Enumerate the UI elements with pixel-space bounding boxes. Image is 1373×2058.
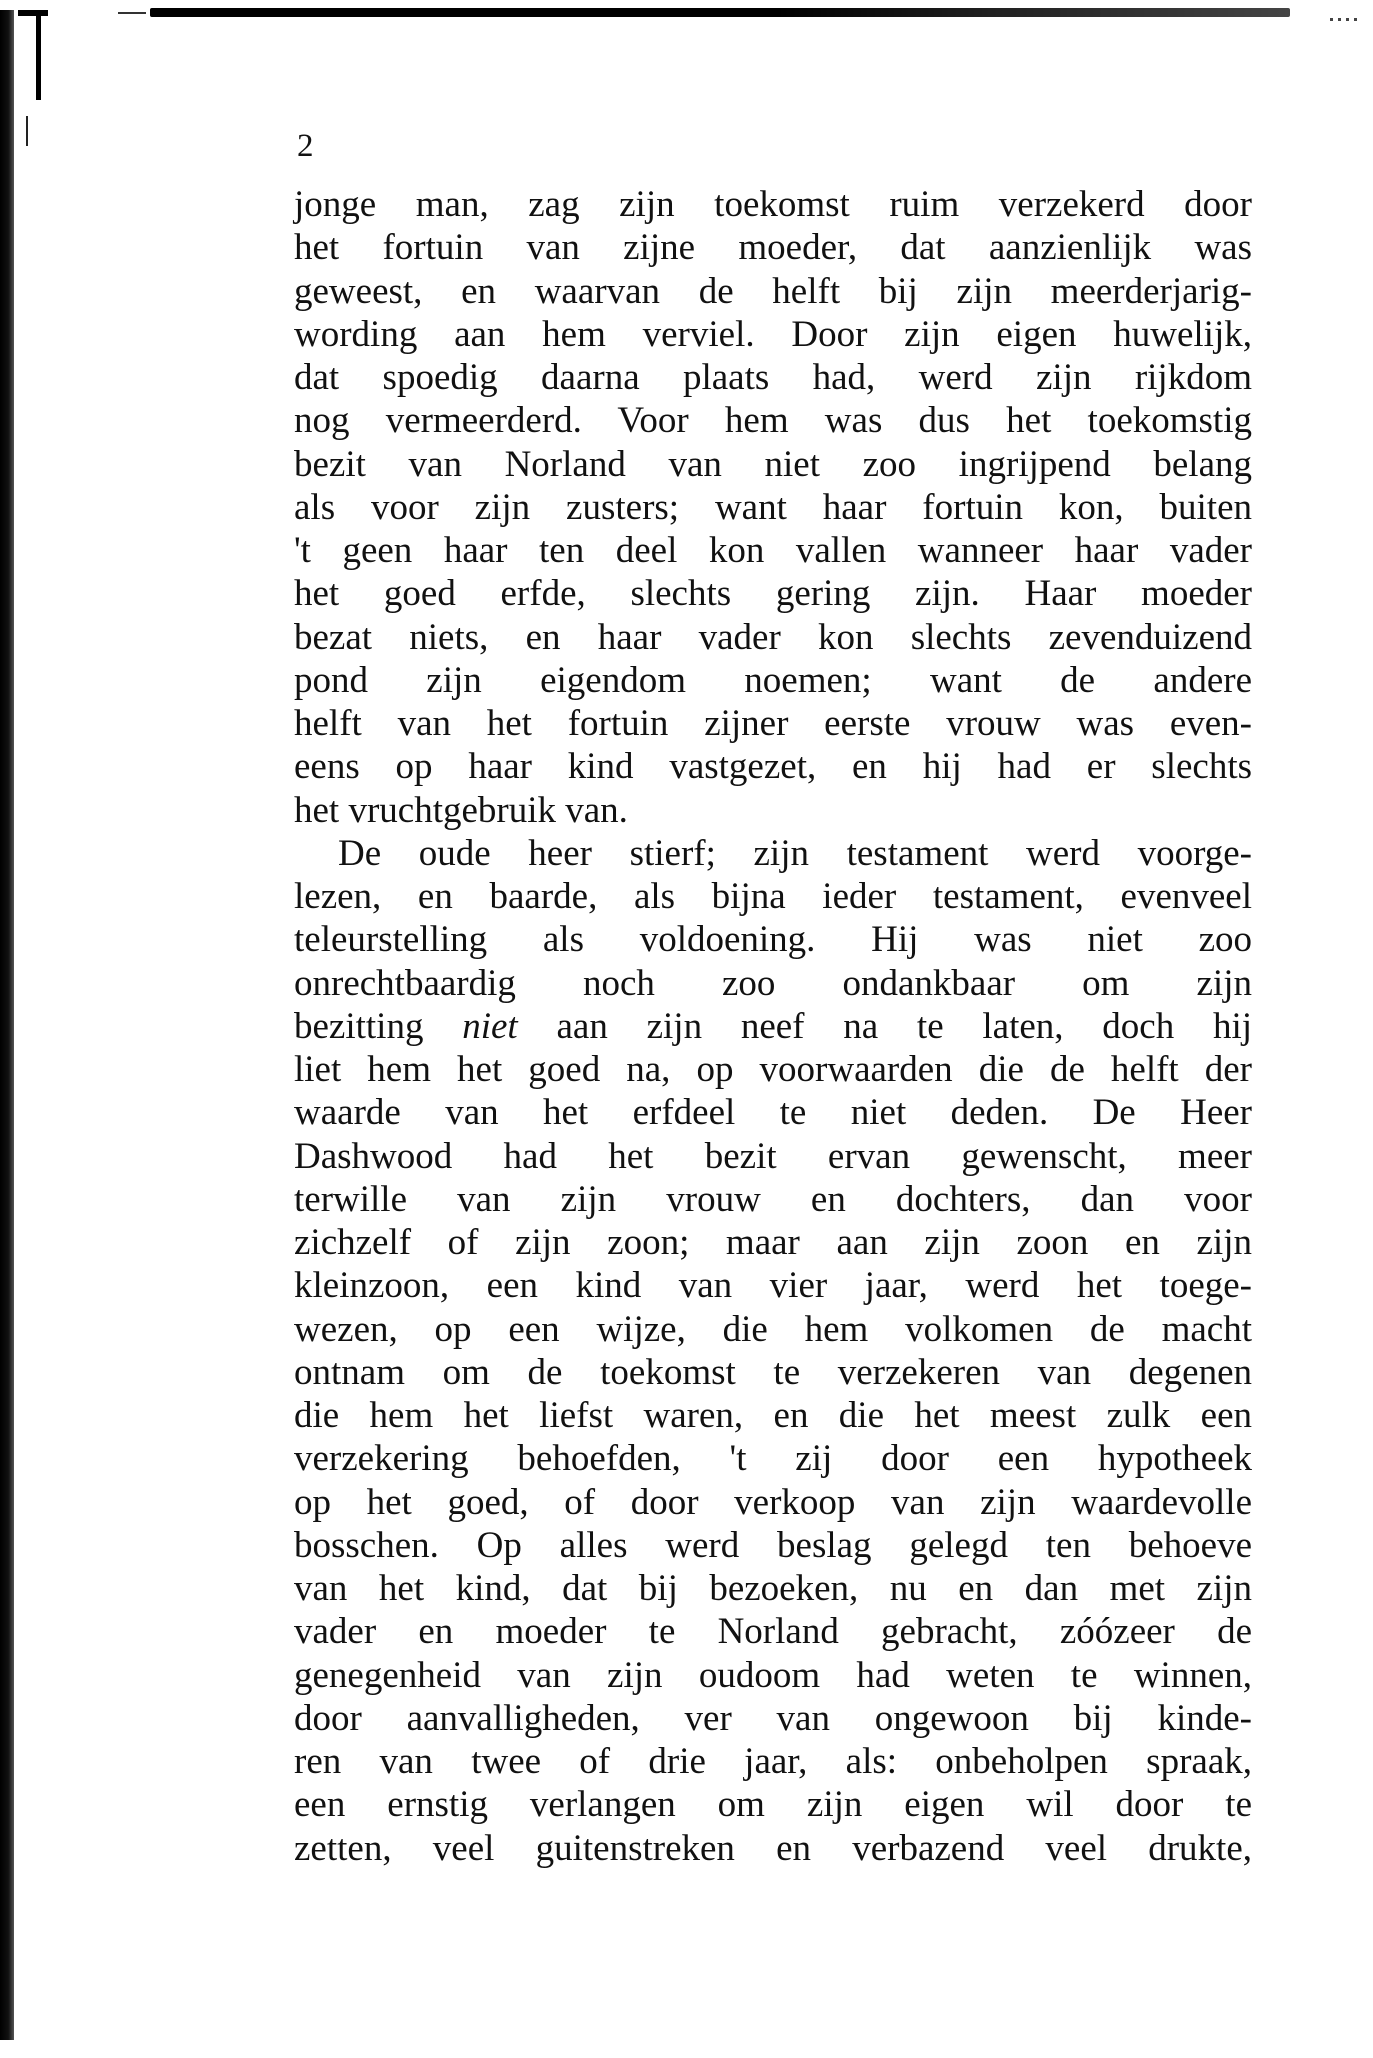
text-line: ontnam om de toekomst te verzekeren van degenen: [294, 1351, 1252, 1393]
text-line: helft van het fortuin zijner eerste vrouw was even-: [294, 703, 1252, 744]
scan-corner-mark-stem: [36, 10, 41, 100]
text-line: bosschen. Op alles werd beslag gelegd ten behoeve: [294, 1524, 1252, 1566]
text-line: zetten, veel guitenstreken en verbazend veel drukte,: [294, 1827, 1252, 1869]
text-segment: bezitting: [294, 1005, 424, 1047]
scan-dot-marks: [1330, 18, 1360, 21]
text-line: die hem het liefst waren, en die het meest zulk een: [294, 1395, 1252, 1436]
text-line: wording aan hem verviel. Door zijn eigen huwelijk,: [294, 313, 1252, 355]
scan-left-bar: [0, 10, 14, 2040]
page-number: 2: [297, 128, 314, 164]
text-line: verzekering behoefden, 't zij door een hypotheek: [294, 1438, 1252, 1480]
text-line-paragraph-end: het vruchtgebruik van.: [294, 789, 628, 831]
text-line: geweest, en waarvan de helft bij zijn meerderjarig-: [294, 270, 1252, 312]
body-text: [294, 183, 1252, 1870]
text-line: terwille van zijn vrouw en dochters, dan voor: [294, 1178, 1252, 1220]
text-line: kleinzoon, een kind van vier jaar, werd het toege-: [294, 1265, 1252, 1307]
scan-dash-mark: [118, 12, 146, 14]
text-line: het goed erfde, slechts gering zijn. Haar moeder: [294, 573, 1252, 615]
text-line: lezen, en baarde, als bijna ieder testament, evenveel: [294, 876, 1252, 917]
text-line: Dashwood had het bezit ervan gewenscht, meer: [294, 1135, 1252, 1177]
text-line: teleurstelling als voldoening. Hij was niet zoo: [294, 919, 1252, 961]
text-line: dat spoedig daarna plaats had, werd zijn rijkdom: [294, 357, 1252, 398]
text-line: ren van twee of drie jaar, als: onbeholpen spraak,: [294, 1741, 1252, 1782]
emphasis-text: niet: [462, 1005, 518, 1047]
text-line: onrechtbaardig noch zoo ondankbaar om zijn: [294, 962, 1252, 1004]
text-line: als voor zijn zusters; want haar fortuin kon, buiten: [294, 486, 1252, 528]
text-line: jonge man, zag zijn toekomst ruim verzekerd door: [294, 184, 1252, 225]
text-line: pond zijn eigendom noemen; want de andere: [294, 659, 1252, 701]
scan-top-rule: [150, 8, 1290, 17]
text-line-with-emphasis: [294, 1005, 1252, 1048]
text-line: genegenheid van zijn oudoom had weten te winnen,: [294, 1654, 1252, 1696]
text-line: vader en moeder te Norland gebracht, zóózeer de: [294, 1611, 1252, 1653]
text-line-paragraph-start: De oude heer stierf; zijn testament werd voorge-: [338, 832, 1252, 874]
scan-tick-mark: [26, 116, 28, 146]
text-line: liet hem het goed na, op voorwaarden die de helft der: [294, 1049, 1252, 1090]
text-line: een ernstig verlangen om zijn eigen wil door te: [294, 1784, 1252, 1826]
text-line: het fortuin van zijne moeder, dat aanzienlijk was: [294, 227, 1252, 269]
text-line: 't geen haar ten deel kon vallen wanneer haar vader: [294, 530, 1252, 571]
text-line: nog vermeerderd. Voor hem was dus het toekomstig: [294, 400, 1252, 442]
text-line: waarde van het erfdeel te niet deden. De Heer: [294, 1092, 1252, 1134]
text-line: eens op haar kind vastgezet, en hij had er slechts: [294, 746, 1252, 788]
text-line: bezat niets, en haar vader kon slechts zevenduizend: [294, 616, 1252, 658]
text-line: op het goed, of door verkoop van zijn waardevolle: [294, 1481, 1252, 1523]
text-line: door aanvalligheden, ver van ongewoon bij kinde-: [294, 1697, 1252, 1739]
text-line: wezen, op een wijze, die hem volkomen de macht: [294, 1308, 1252, 1350]
text-line: van het kind, dat bij bezoeken, nu en dan met zijn: [294, 1568, 1252, 1609]
scan-corner-mark: [18, 10, 48, 16]
text-segment: aan zijn neef na te laten, doch hij: [556, 1005, 1253, 1047]
text-line: zichzelf of zijn zoon; maar aan zijn zoon en zijn: [294, 1222, 1252, 1263]
text-line: bezit van Norland van niet zoo ingrijpend belang: [294, 443, 1252, 485]
